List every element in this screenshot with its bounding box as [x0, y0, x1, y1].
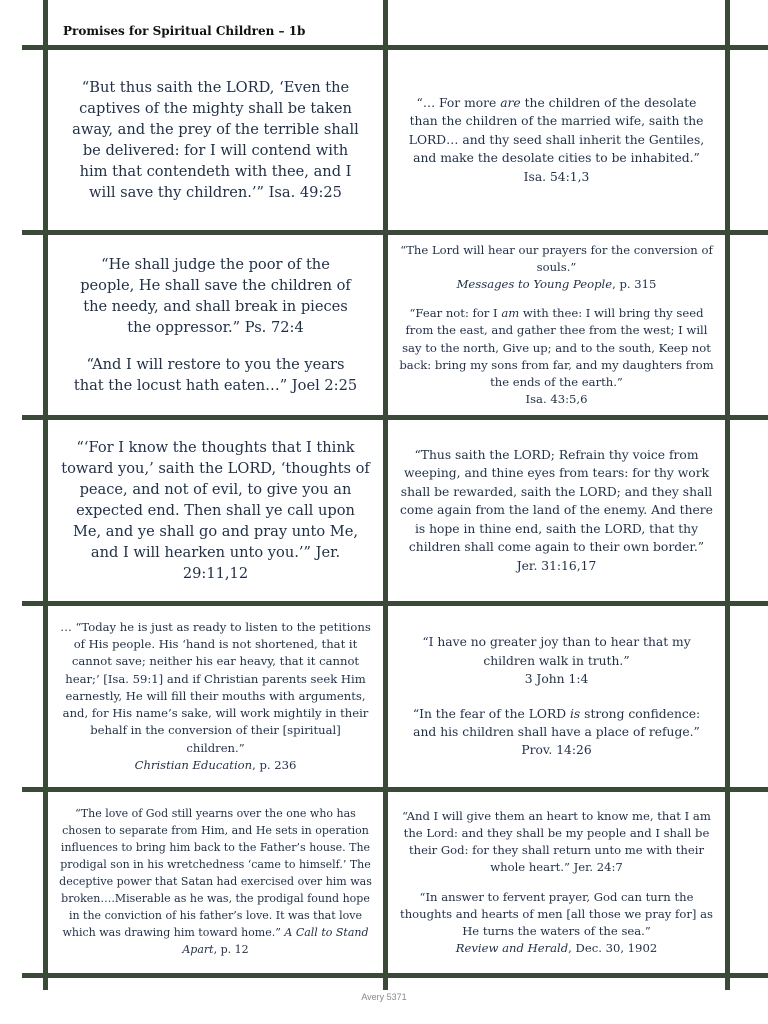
card-paragraph-1: “And I will give them an heart to know me, that I am the Lord: and they shall be my people and I shall be their God: for they shall return unto me with their whole heart.” Jer. 24:7 [402, 808, 711, 875]
page-title: Promises for Spiritual Children – 1b [63, 24, 306, 38]
quote-reference: Jer. 31:16,17 [516, 558, 597, 573]
quote-text: “Fear not: for I am with thee: I will bring thy seed from the east, and gather thee from the west; I will say to the north, Give up; and to the south, Keep not back: bring my sons from far, and my daughters from the ends of the earth.” [399, 306, 714, 389]
quote-text: “I have no greater joy than to hear that my children walk in truth.” [422, 635, 691, 668]
quote-source: Christian Education, p. 236 [134, 757, 297, 772]
quote-reference: Prov. 14:26 [521, 743, 592, 758]
card-jer-29-11-12 [48, 420, 383, 601]
card-ps-72-4 [48, 235, 383, 415]
card-text: “The love of God still yearns over the one who has chosen to separate from Him, and He sets in operation influences to bring him back to the Father’s house. The prodigal son in his wretchedness ‘came to himself.’ The deceptive power that Satan had exercised over him was broken….Miserable as he was, the prodigal found hope in the conviction of his father’s love. It was that love which was drawing him toward home.” A Call to Stand Apart, p. 12 [59, 807, 372, 956]
card-paragraph-2: “And I will restore to you the years that the locust hath eaten…” Joel 2:25 [73, 356, 358, 394]
grid-line-row-6 [22, 973, 768, 978]
quote-source: Review and Herald, Dec. 30, 1902 [455, 941, 658, 956]
card-christian-education [48, 606, 383, 787]
card-text: … “Today he is just as ready to listen to the petitions of His people. His ‘hand is not shortened, that it cannot save; neither his ear heavy, that it cannot hear;’ [Isa. 59:1] and if Christian parents seek Him earnestly, He will fill their mouths with arguments, and, for His name’s sake, will work mightily in their behalf in the conversion of their [spiritual] children.” [60, 620, 371, 755]
card-isa-49-25 [48, 50, 383, 230]
card-text: “But thus saith the LORD, ‘Even the captives of the mighty shall be taken away, and the prey of the terrible shall be delivered: for I will contend with him that contendeth with thee, and I will save thy children.’” Isa. 49:25 [72, 79, 359, 201]
card-paragraph-2 [398, 889, 715, 958]
card-paragraph-2 [402, 705, 711, 760]
card-jer-24-7 [388, 792, 725, 973]
quote-reference: Isa. 43:5,6 [525, 392, 588, 407]
card-paragraph-1: “He shall judge the poor of the people, He shall save the children of the needy, and shall break in pieces the oppressor.” Ps. 72:4 [80, 256, 351, 336]
grid-line-right [725, 0, 730, 990]
quote-text: “In the fear of the LORD is strong confidence: and his children shall have a place of refuge.” [412, 706, 701, 739]
template-label: Avery 5371 [361, 992, 407, 1002]
card-text: “… For more are the children of the desolate than the children of the married wife, saith the LORD… and thy seed shall inherit the Gentiles, and make the desolate cities to be inhabited.” Isa. 54:1,3 [408, 95, 705, 184]
quote-text: “The Lord will hear our prayers for the conversion of souls.” [400, 242, 713, 274]
card-3-john-prov [388, 606, 725, 787]
card-isa-54-1-3 [388, 50, 725, 230]
card-paragraph-2 [398, 305, 715, 408]
card-jer-31-16-17 [388, 420, 725, 601]
quote-source: Messages to Young People, p. 315 [456, 276, 657, 291]
card-text: “‘For I know the thoughts that I think toward you,’ saith the LORD, ‘thoughts of peace, and not of evil, to give you an expected end. Then shall ye call upon Me, and ye shall go and pray unto Me, and I will hearken unto you.’” Jer. 29:11,12 [61, 439, 370, 582]
card-text: “Thus saith the LORD; Refrain thy voice from weeping, and thine eyes from tears: for thy work shall be rewarded, saith the LORD; and they shall come again from the land of the enemy. And there is hope in thine end, saith the LORD, that thy children shall come again to their own border.” [400, 448, 713, 555]
card-call-to-stand-apart [48, 792, 383, 973]
quote-reference: 3 John 1:4 [524, 672, 589, 687]
card-paragraph-1 [398, 242, 715, 294]
card-paragraph-1 [402, 633, 711, 688]
quote-text: “In answer to fervent prayer, God can turn the thoughts and hearts of men [all those we pray for] as He turns the waters of the sea.” [400, 889, 713, 938]
card-isa-43-5-6 [388, 235, 725, 415]
